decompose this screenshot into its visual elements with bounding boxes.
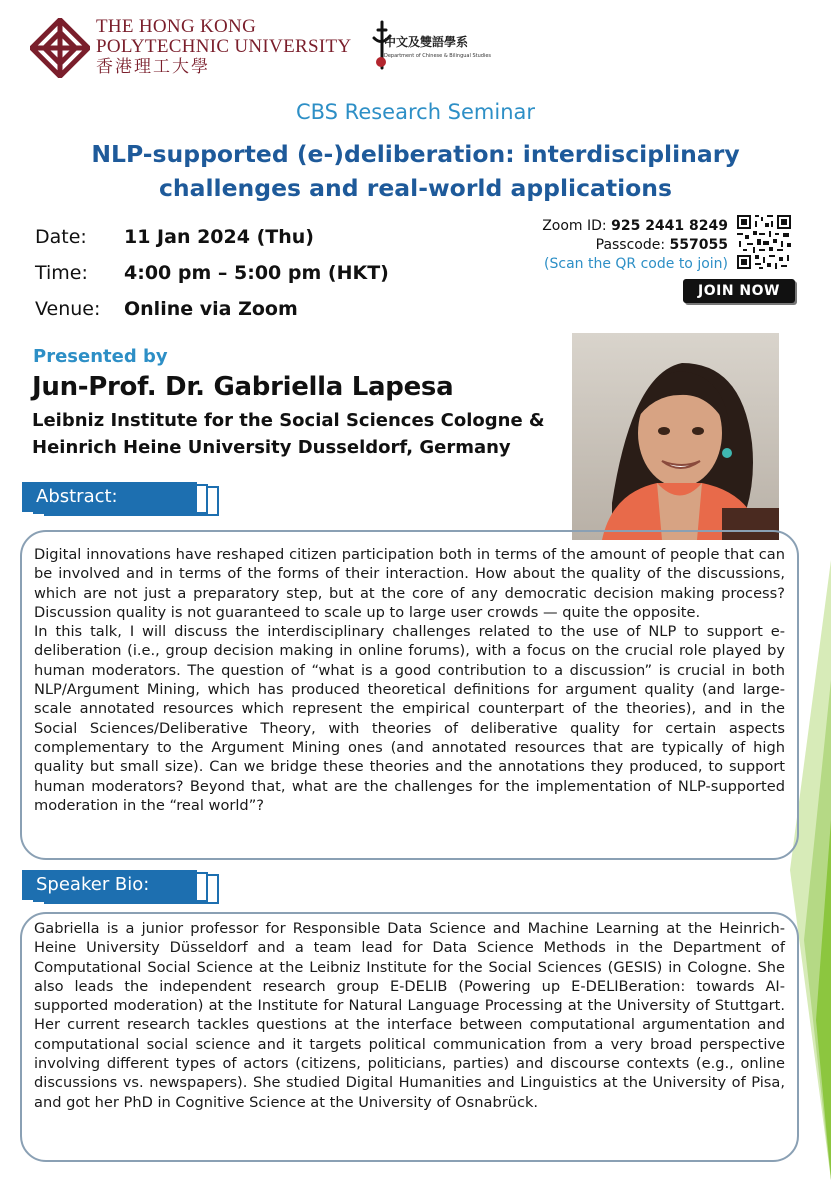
zoom-passcode-line [470, 236, 728, 255]
dept-name-cn: 中文及雙語學系 [384, 35, 469, 49]
bio-text: Gabriella is a junior professor for Responsible Data Science and Machine Learning at the Heinrich-Heine University Düsseldorf and a team lead for Data Science Methods in the Department of Computational Social Science at the Leibniz Institute for the Social Sciences (GESIS) in Cologne. She also leads the independent research group E-DELIB (Powering up E-DELIBeration: towards AI-supported moderation) at the Institute for Natural Language Processing at the University of Stuttgart. Her current research tackles questions at the interface between computational argumentation and computational social science and it targets political communication from a very broad perspective involving different types of actors (citizens, politicians, parties) and discourse contexts (e.g., online discussions vs. newspapers). She studied Digital Humanities and Linguistics at the University of Pisa, and got her PhD in Cognitive Science at the University of Osnabrück. [34, 920, 785, 1111]
join-now-button[interactable]: JOIN NOW [683, 279, 795, 303]
seminar-title-line1: NLP-supported (e-)deliberation: interdisciplinary [91, 140, 740, 168]
zoom-id-line [470, 217, 728, 236]
zoom-passcode-value[interactable]: 557055 [669, 237, 728, 253]
date-label: Date: [35, 226, 87, 248]
zoom-id-value[interactable]: 925 2441 8249 [611, 218, 728, 234]
dept-name-en: Department of Chinese & Bilingual Studies [384, 53, 492, 59]
speaker-affiliation-line2: Heinrich Heine University Dusseldorf, Germany [32, 437, 511, 458]
abstract-label: Abstract: [22, 482, 197, 512]
polyu-name-cn: 香港理工大學 [96, 57, 210, 76]
abstract-section-label [22, 482, 197, 512]
abstract-text [34, 545, 785, 815]
zoom-info [470, 217, 728, 274]
speaker-name: Jun-Prof. Dr. Gabriella Lapesa [32, 372, 454, 402]
bio-section-label [22, 870, 197, 900]
time-value: 4:00 pm – 5:00 pm (HKT) [124, 262, 389, 284]
qr-code-icon[interactable] [735, 213, 793, 271]
abstract-paragraph-1: Digital innovations have reshaped citizen participation both in terms of the amount of people that can be involved and in terms of the forms of their interaction. How about the quality of the discussions, which are not just a preparatory step, but at the core of any democratic decision making process? Discussion quality is not guaranteed to scale up to large user crowds — quite the opposite. [34, 546, 785, 621]
abstract-paragraph-2: In this talk, I will discuss the interdisciplinary challenges related to the use of NLP to support e-deliberation (i.e., group decision making in online forums), with a focus on the crucial role played by human moderators. The question of “what is a good contribution to a discussion” is crucial in both NLP/Argument Mining, which has produced theoretical definitions for argument quality (and large-scale annotated resources which represent the empirical counterpart of the theories), and in the Social Sciences/Deliberative Theory, with theories of deliberative quality for certain aspects complementary to the Argument Mining ones (and annotated resources that are typically of high quality but small size). Can we bridge these theories and the annotations they produced, to support human moderators? Beyond that, what are the challenges for the implementation of NLP-supported moderation in the “real world”? [34, 623, 785, 814]
presented-by-label: Presented by [33, 346, 168, 367]
speaker-affiliation-line1: Leibniz Institute for the Social Sciences Cologne & [32, 410, 545, 431]
polyu-logo-icon [30, 18, 90, 78]
zoom-id-label: Zoom ID: [542, 218, 607, 234]
polyu-name-line1: THE HONG KONG [96, 16, 257, 37]
venue-label: Venue: [35, 298, 101, 320]
date-value: 11 Jan 2024 (Thu) [124, 226, 314, 248]
zoom-passcode-label: Passcode: [595, 237, 666, 253]
time-label: Time: [35, 262, 88, 284]
venue-value: Online via Zoom [124, 298, 298, 320]
seminar-title-line2: challenges and real-world applications [158, 174, 673, 202]
speaker-photo [572, 333, 779, 540]
bio-label: Speaker Bio: [22, 870, 197, 900]
polyu-name-line2: POLYTECHNIC UNIVERSITY [96, 36, 352, 57]
scan-hint: (Scan the QR code to join) [544, 256, 728, 272]
seminar-title [40, 137, 791, 205]
seminar-series: CBS Research Seminar [295, 100, 536, 124]
polyu-name [96, 17, 351, 77]
